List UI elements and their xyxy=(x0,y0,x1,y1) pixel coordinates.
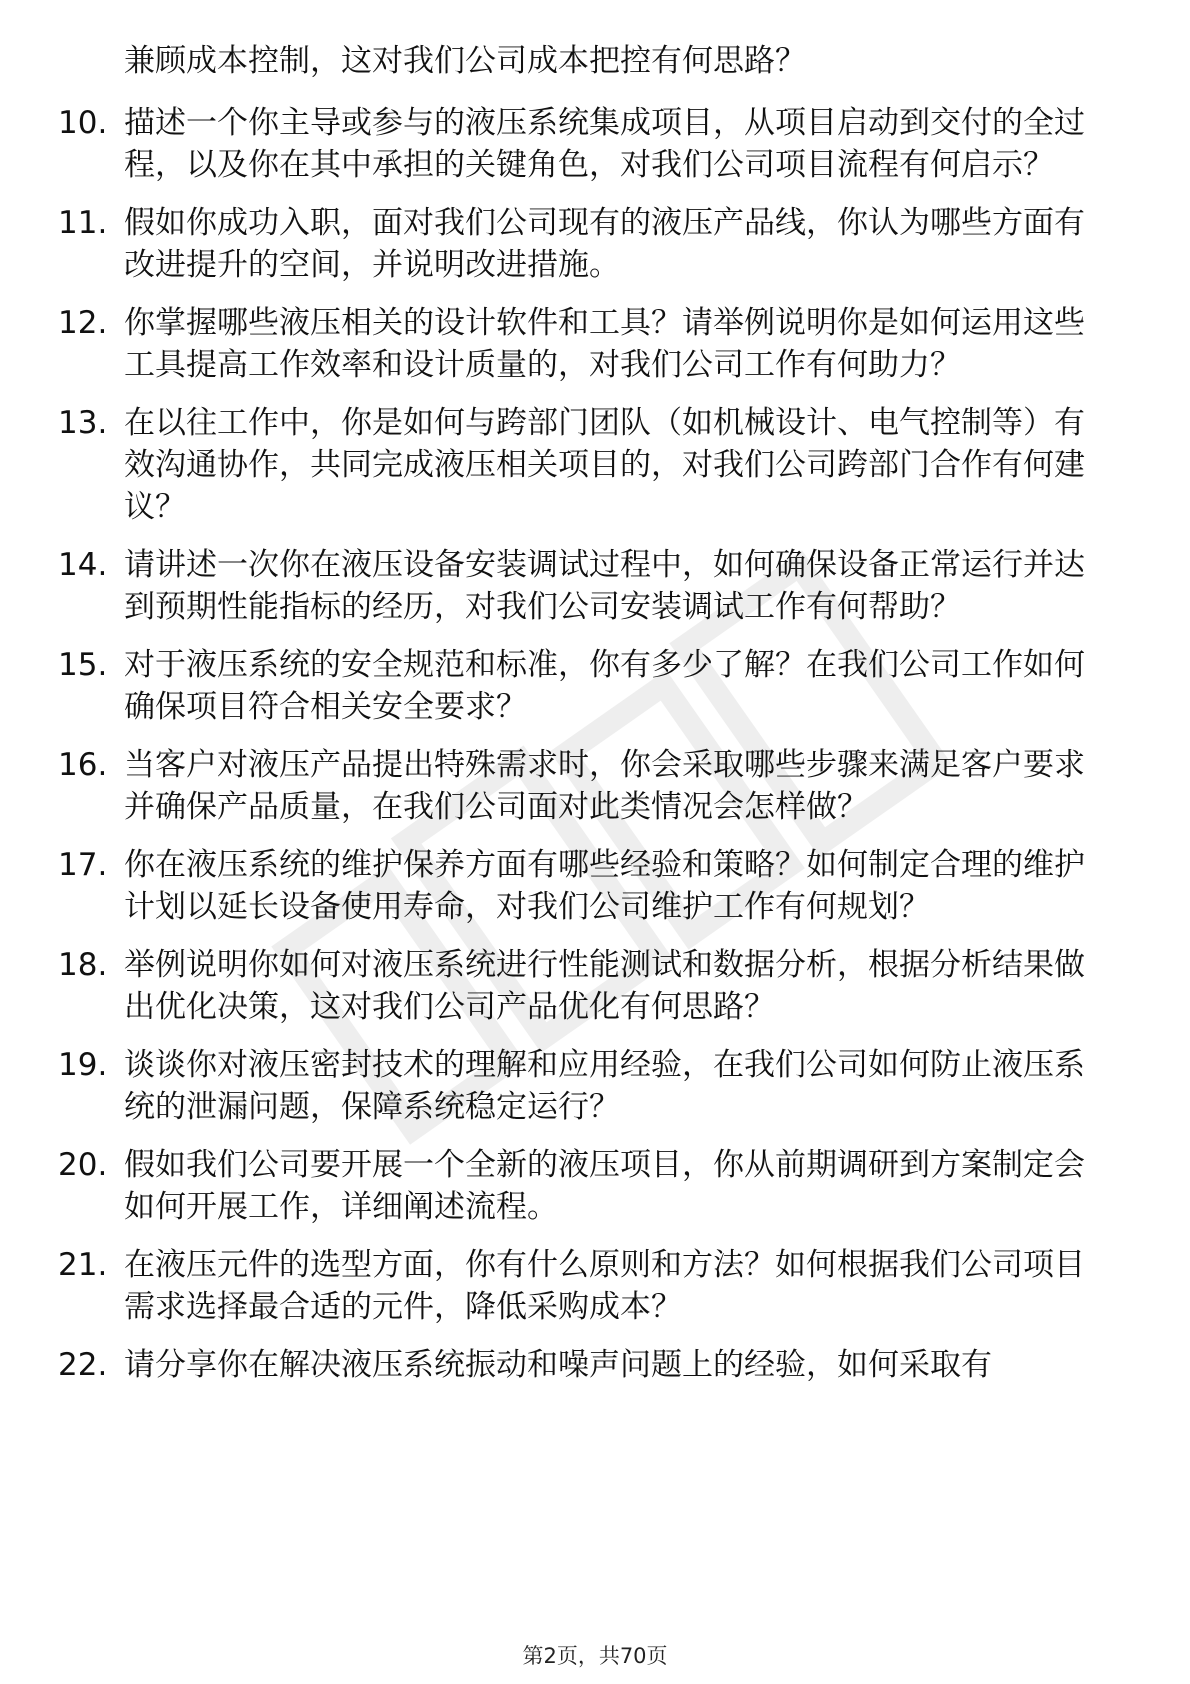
item-text: 你在液压系统的维护保养方面有哪些经验和策略？如何制定合理的维护计划以延长设备使用寿命，对我们公司维护工作有何规划？ xyxy=(124,847,1085,925)
list-item xyxy=(58,544,1108,628)
list-item xyxy=(58,402,1108,528)
list-item xyxy=(58,302,1108,386)
item-text: 假如你成功入职，面对我们公司现有的液压产品线，你认为哪些方面有改进提升的空间，并说明改进措施。 xyxy=(124,205,1085,283)
item-number: 14. xyxy=(58,547,108,583)
page-footer: 第2页，共70页 xyxy=(522,1644,668,1668)
item-number: 22. xyxy=(58,1347,108,1383)
item-text: 假如我们公司要开展一个全新的液压项目，你从前期调研到方案制定会如何开展工作，详细阐述流程。 xyxy=(124,1147,1085,1225)
item-text: 请讲述一次你在液压设备安装调试过程中，如何确保设备正常运行并达到预期性能指标的经历，对我们公司安装调试工作有何帮助？ xyxy=(124,547,1085,625)
item-text: 在液压元件的选型方面，你有什么原则和方法？如何根据我们公司项目需求选择最合适的元件，降低采购成本？ xyxy=(124,1247,1085,1325)
item-text: 举例说明你如何对液压系统进行性能测试和数据分析，根据分析结果做出优化决策，这对我们公司产品优化有何思路？ xyxy=(124,947,1085,1025)
item-number: 13. xyxy=(58,405,108,441)
item-number: 10. xyxy=(58,105,108,141)
item-number: 12. xyxy=(58,305,108,341)
item-text: 谈谈你对液压密封技术的理解和应用经验，在我们公司如何防止液压系统的泄漏问题，保障系统稳定运行？ xyxy=(124,1047,1085,1125)
list-item xyxy=(58,844,1108,928)
item-text: 对于液压系统的安全规范和标准，你有多少了解？在我们公司工作如何确保项目符合相关安全要求？ xyxy=(124,647,1085,725)
item-number: 17. xyxy=(58,847,108,883)
list-item xyxy=(58,1344,1108,1386)
item-text: 请分享你在解决液压系统振动和噪声问题上的经验，如何采取有 xyxy=(124,1347,992,1383)
item-number: 19. xyxy=(58,1047,108,1083)
item-text: 当客户对液压产品提出特殊需求时，你会采取哪些步骤来满足客户要求并确保产品质量，在我们公司面对此类情况会怎样做？ xyxy=(124,747,1085,825)
item-text: 描述一个你主导或参与的液压系统集成项目，从项目启动到交付的全过程，以及你在其中承担的关键角色，对我们公司项目流程有何启示？ xyxy=(124,105,1085,183)
list-item xyxy=(58,644,1108,728)
list-item xyxy=(58,944,1108,1028)
list-item xyxy=(58,102,1108,186)
item-number: 15. xyxy=(58,647,108,683)
list-item xyxy=(58,1144,1108,1228)
list-item xyxy=(58,744,1108,828)
continued-text: 兼顾成本控制，这对我们公司成本把控有何思路？ xyxy=(124,43,806,79)
item-text: 你掌握哪些液压相关的设计软件和工具？请举例说明你是如何运用这些工具提高工作效率和设计质量的，对我们公司工作有何助力？ xyxy=(124,305,1085,383)
list-item xyxy=(58,202,1108,286)
item-number: 11. xyxy=(58,205,108,241)
item-number: 20. xyxy=(58,1147,108,1183)
list-item xyxy=(58,1044,1108,1128)
item-number: 18. xyxy=(58,947,108,983)
list-item xyxy=(58,1244,1108,1328)
question-list xyxy=(58,40,1108,1402)
item-number: 16. xyxy=(58,747,108,783)
item-number: 21. xyxy=(58,1247,108,1283)
item-text: 在以往工作中，你是如何与跨部门团队（如机械设计、电气控制等）有效沟通协作，共同完成液压相关项目的，对我们公司跨部门合作有何建议？ xyxy=(124,405,1085,525)
